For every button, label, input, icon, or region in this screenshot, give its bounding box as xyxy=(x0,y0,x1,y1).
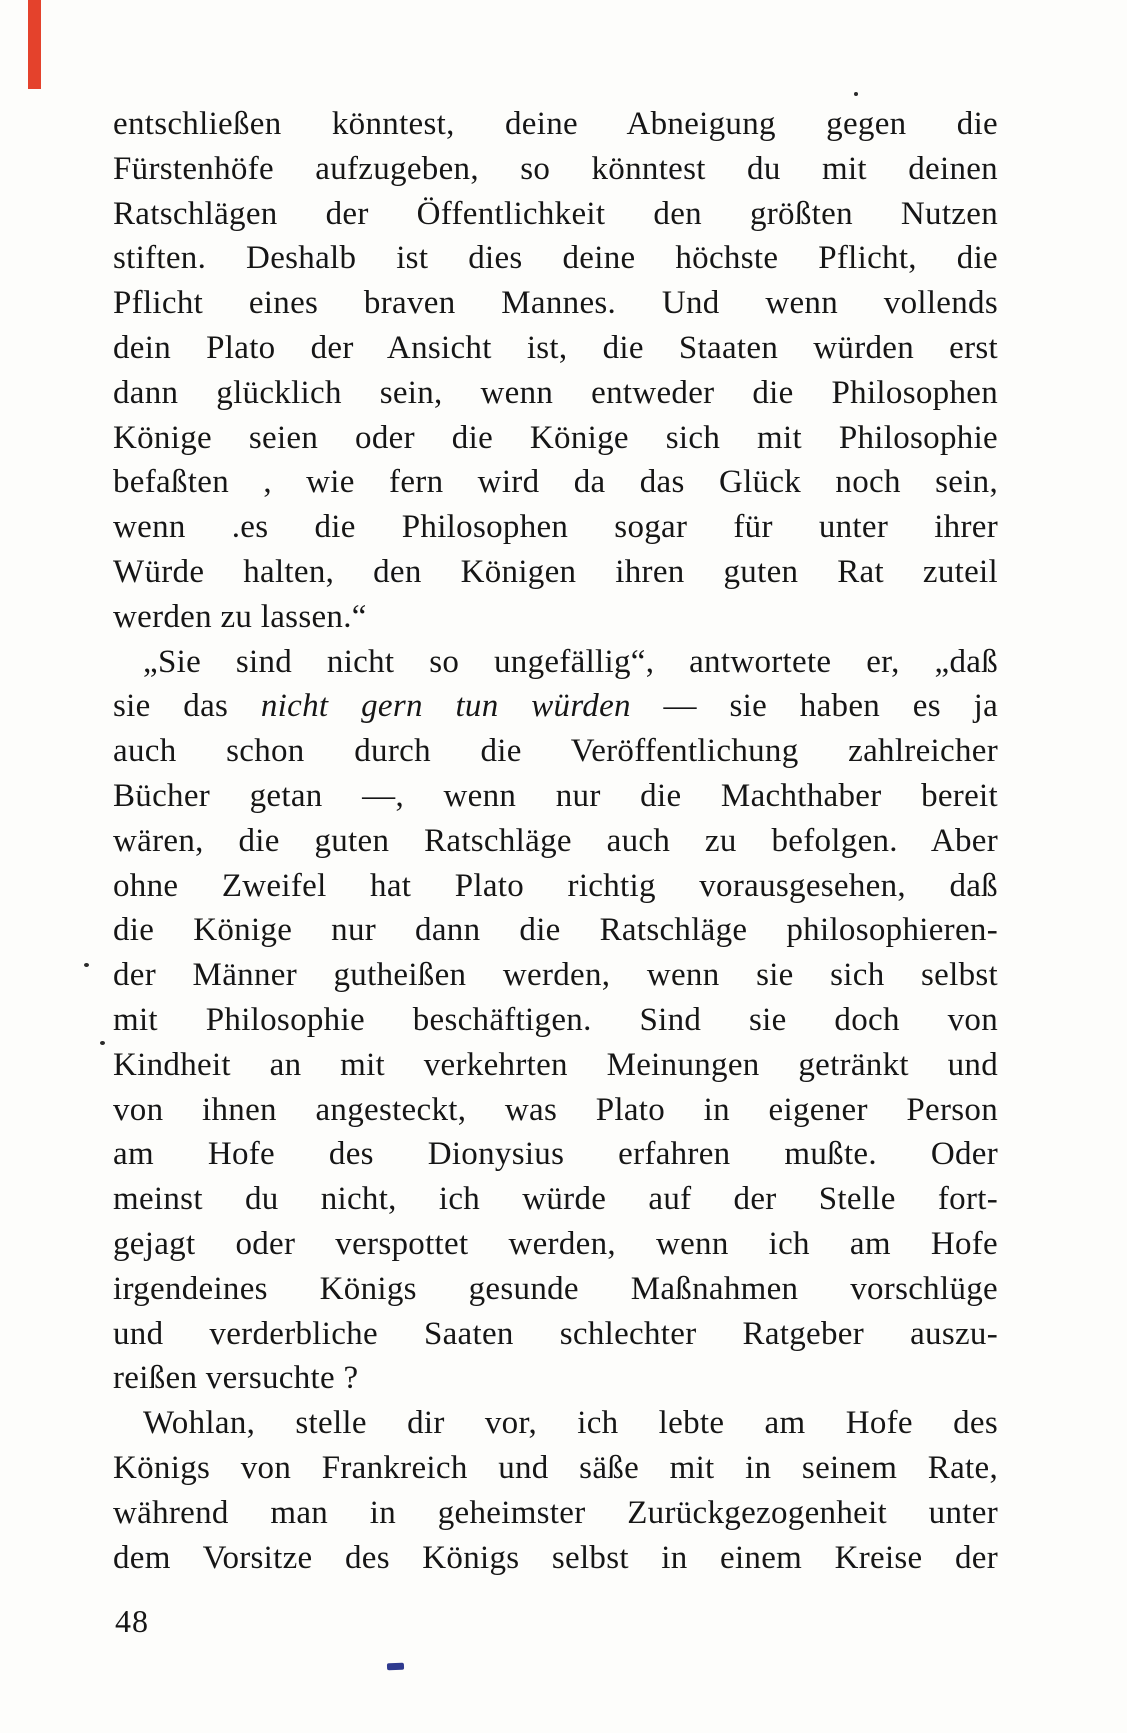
text-line: Ratschlägen der Öffentlichkeit den größten Nutzen xyxy=(113,195,998,232)
text-line: dem Vorsitze des Königs selbst in einem Kreise der xyxy=(113,1539,998,1576)
text-line: werden zu lassen.“ xyxy=(113,598,367,635)
text-line: Kindheit an mit verkehrten Meinungen getränkt und xyxy=(113,1046,998,1083)
scan-speck xyxy=(84,963,89,967)
text-line: meinst du nicht, ich würde auf der Stelle fort- xyxy=(113,1181,998,1218)
text-line: befaßten , wie fern wird da das Glück noch sein, xyxy=(113,464,998,501)
text-line: auch schon durch die Veröffentlichung zahlreicher xyxy=(113,733,998,770)
red-scan-mark xyxy=(28,0,41,89)
scan-speck xyxy=(854,92,858,96)
text-line: reißen versuchte ? xyxy=(113,1360,359,1397)
text-line: dann glücklich sein, wenn entweder die Philosophen xyxy=(113,374,998,411)
text-line: Bücher getan —, wenn nur die Machthaber bereit xyxy=(113,777,998,814)
text-line: Fürstenhöfe aufzugeben, so könntest du mit deinen xyxy=(113,150,998,187)
text-line: dein Plato der Ansicht ist, die Staaten würden erst xyxy=(113,329,998,366)
scan-speck xyxy=(100,1041,105,1045)
text-line: Würde halten, den Königen ihren guten Rat zuteil xyxy=(113,553,998,590)
text-line: Könige seien oder die Könige sich mit Philosophie xyxy=(113,419,998,456)
text-line: der Männer gutheißen werden, wenn sie sich selbst xyxy=(113,957,998,994)
text-line: „Sie sind nicht so ungefällig“, antwortete er, „daß xyxy=(143,643,998,680)
blue-ink-mark xyxy=(387,1663,404,1671)
page-number: 48 xyxy=(115,1603,149,1639)
text-line: die Könige nur dann die Ratschläge philosophieren- xyxy=(113,912,998,949)
text-line: Wohlan, stelle dir vor, ich lebte am Hofe des xyxy=(143,1405,998,1442)
text-line: irgendeines Königs gesunde Maßnahmen vorschlüge xyxy=(113,1270,998,1307)
text-line: Königs von Frankreich und säße mit in seinem Rate, xyxy=(113,1449,998,1486)
text-line: ohne Zweifel hat Plato richtig vorausgesehen, daß xyxy=(113,867,998,904)
text-line: von ihnen angesteckt, was Plato in eigener Person xyxy=(113,1091,998,1128)
text-block xyxy=(113,102,998,1580)
text-line: entschließen könntest, deine Abneigung gegen die xyxy=(113,106,998,142)
text-line: sie das nicht gern tun würden — sie haben es ja xyxy=(113,688,999,725)
text-line: Pflicht eines braven Mannes. Und wenn vollends xyxy=(113,285,998,322)
text-line: während man in geheimster Zurückgezogenheit unter xyxy=(113,1494,998,1531)
text-line: wären, die guten Ratschläge auch zu befolgen. Aber xyxy=(113,822,998,859)
text-line: am Hofe des Dionysius erfahren mußte. Oder xyxy=(113,1136,998,1173)
text-line: gejagt oder verspottet werden, wenn ich am Hofe xyxy=(113,1225,998,1262)
text-line: mit Philosophie beschäftigen. Sind sie doch von xyxy=(113,1001,998,1038)
text-line: wenn .es die Philosophen sogar für unter ihrer xyxy=(113,509,998,546)
text-line: und verderbliche Saaten schlechter Ratgeber auszu- xyxy=(113,1315,998,1352)
text-line: stiften. Deshalb ist dies deine höchste Pflicht, die xyxy=(113,240,998,277)
